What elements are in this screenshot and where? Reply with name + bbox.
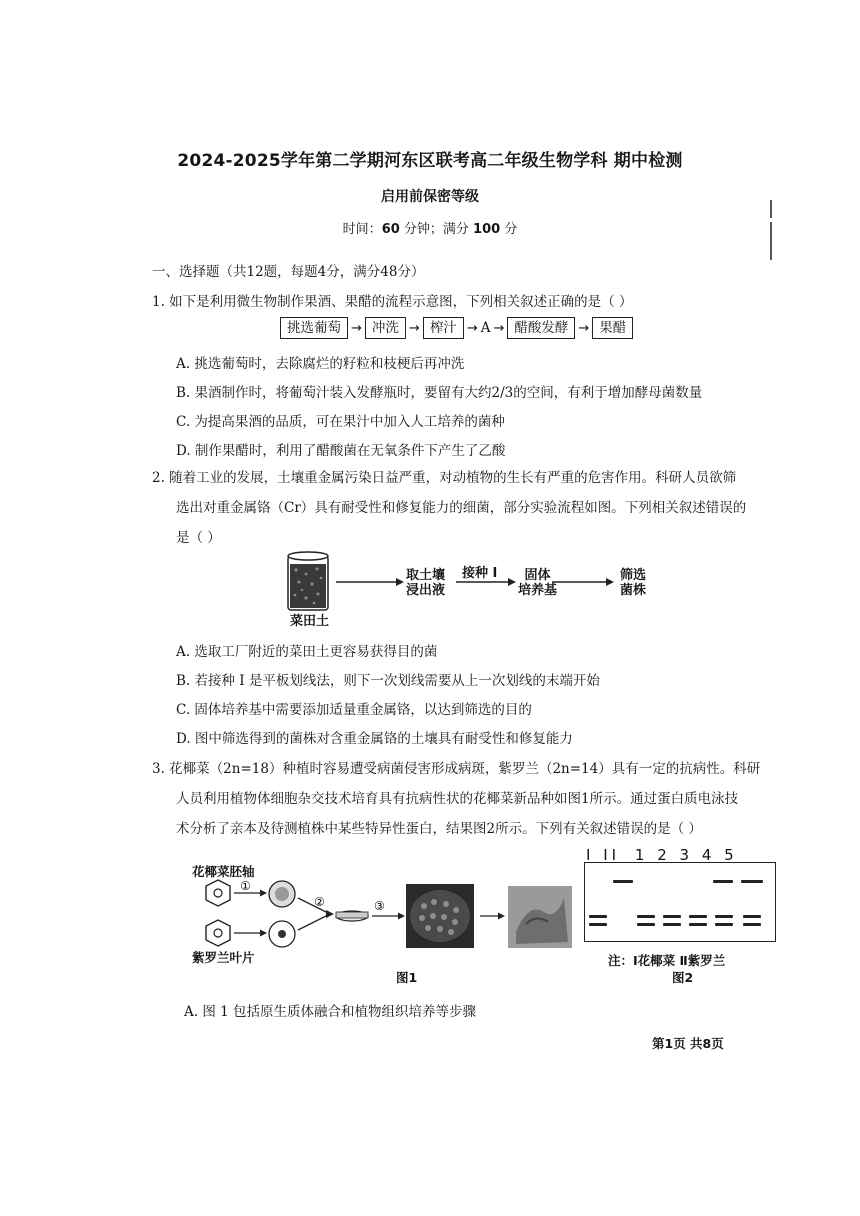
cauliflower-label: 花椰菜胚轴 bbox=[192, 864, 255, 879]
gel-band bbox=[637, 923, 655, 926]
margin-mark bbox=[770, 222, 772, 260]
figure-2-caption: 图2 bbox=[672, 970, 694, 985]
lane-label: 1 bbox=[634, 846, 649, 864]
question-2-option-d: D. 图中筛选得到的菌株对含重金属铬的土壤具有耐受性和修复能力 bbox=[176, 731, 573, 747]
gel-band bbox=[589, 923, 607, 926]
question-3-stem: 人员利用植物体细胞杂交技术培育具有抗病性状的花椰菜新品种如图1所示。通过蛋白质电泳技 bbox=[176, 791, 739, 807]
gel-band bbox=[613, 880, 633, 883]
exam-subtitle: 启用前保密等级 bbox=[381, 189, 479, 205]
question-1-stem: 1. 如下是利用微生物制作果酒、果醋的流程示意图，下列相关叙述正确的是（ ） bbox=[152, 294, 633, 310]
question-2-option-c: C. 固体培养基中需要添加适量重金属铬，以达到筛选的目的 bbox=[176, 702, 532, 718]
soil-label: 菜田土 bbox=[290, 614, 330, 629]
step-2-marker: ② bbox=[314, 895, 325, 909]
gel-band bbox=[589, 915, 607, 918]
arrow-icon: → bbox=[466, 320, 478, 336]
flow-step: 挑选葡萄 bbox=[280, 317, 348, 339]
page-footer: 第1页 共8页 bbox=[652, 1036, 724, 1051]
gel-band bbox=[689, 915, 707, 918]
step-extract-line: 浸出液 bbox=[406, 583, 446, 598]
step-medium-line: 培养基 bbox=[518, 583, 558, 598]
gel-band bbox=[715, 923, 733, 926]
step-extract-label bbox=[406, 568, 445, 598]
question-2-stem: 2. 随着工业的发展，土壤重金属污染日益严重，对动植物的生长有严重的危害作用。科研人员欲筛 bbox=[152, 470, 737, 486]
step-medium-line: 固体 bbox=[524, 568, 551, 583]
lane-label: 5 bbox=[724, 846, 738, 864]
question-2-stem: 选出对重金属铬（Cr）具有耐受性和修复能力的细菌，部分实验流程如图。下列相关叙述错误的 bbox=[176, 500, 747, 516]
step-extract-line: 取土壤 bbox=[406, 568, 446, 583]
gel-band bbox=[637, 915, 655, 918]
figure-2-note: 注：Ⅰ花椰菜 Ⅱ紫罗兰 bbox=[608, 953, 726, 968]
gel-band bbox=[713, 880, 733, 883]
gel-band bbox=[663, 923, 681, 926]
flow-step: 榨汁 bbox=[423, 317, 464, 339]
step-screen-line: 菌株 bbox=[620, 583, 647, 598]
figure-1-caption: 图1 bbox=[396, 970, 418, 985]
gel-band bbox=[741, 880, 763, 883]
gel-band bbox=[743, 923, 761, 926]
full-score: 100 bbox=[473, 222, 501, 237]
step-screen-line: 筛选 bbox=[620, 568, 647, 583]
lane-label: 4 bbox=[701, 846, 716, 864]
lane-label: 2 bbox=[657, 846, 671, 864]
question-1-flowchart bbox=[280, 316, 633, 340]
step-3-marker: ③ bbox=[374, 899, 385, 913]
step-medium-label bbox=[518, 568, 557, 598]
inoculate-label: 接种 I bbox=[462, 566, 498, 581]
lane-label: I bbox=[586, 846, 595, 864]
gel-band bbox=[689, 923, 707, 926]
exam-title: 2024-2025学年第二学期河东区联考高二年级生物学科 期中检测 bbox=[177, 151, 683, 171]
question-1-option-a: A. 挑选葡萄时，去除腐烂的籽粒和枝梗后再冲洗 bbox=[176, 356, 465, 372]
margin-mark bbox=[770, 200, 772, 218]
arrow-icon: → bbox=[408, 320, 420, 336]
time-mid: 分钟；满分 bbox=[399, 222, 474, 237]
question-2-stem: 是（ ） bbox=[176, 530, 221, 546]
question-3-stem: 术分析了亲本及待测植株中某些特异性蛋白，结果图2所示。下列有关叙述错误的是（ ） bbox=[176, 821, 702, 837]
step-screen-label bbox=[620, 568, 646, 598]
question-1-option-c: C. 为提高果酒的品质，可在果汁中加入人工培养的菌种 bbox=[176, 414, 505, 430]
time-suffix: 分 bbox=[500, 222, 518, 237]
lane-label: II bbox=[603, 846, 621, 864]
arrow-icon: → bbox=[493, 320, 505, 336]
flow-step: 冲洗 bbox=[365, 317, 406, 339]
question-1-option-d: D. 制作果醋时，利用了醋酸菌在无氧条件下产生了乙酸 bbox=[176, 443, 506, 459]
gel-band bbox=[715, 915, 733, 918]
flow-step: A bbox=[480, 320, 491, 336]
fusion-diagram bbox=[176, 872, 586, 992]
question-3-stem: 3. 花椰菜（2n=18）种植时容易遭受病菌侵害形成病斑，紫罗兰（2n=14）具有一定的抗病性。科研 bbox=[152, 761, 761, 777]
question-3-option-a: A. 图 1 包括原生质体融合和植物组织培养等步骤 bbox=[184, 1004, 477, 1020]
arrow-icon: → bbox=[351, 320, 362, 336]
violet-label: 紫罗兰叶片 bbox=[192, 950, 255, 965]
flow-step: 果醋 bbox=[592, 317, 633, 339]
question-1-option-b: B. 果酒制作时，将葡萄汁装入发酵瓶时，要留有大约2/3的空间，有利于增加酵母菌数量 bbox=[176, 385, 703, 401]
section-heading: 一、选择题（共12题，每题4分，满分48分） bbox=[152, 264, 425, 280]
gel-band bbox=[663, 915, 681, 918]
question-2-option-a: A. 选取工厂附近的菜田土更容易获得目的菌 bbox=[176, 644, 438, 660]
question-2-diagram bbox=[284, 548, 684, 638]
time-prefix: 时间： bbox=[342, 222, 382, 237]
question-2-option-b: B. 若接种 I 是平板划线法，则下一次划线需要从上一次划线的末端开始 bbox=[176, 673, 600, 689]
gel-electrophoresis-box bbox=[584, 862, 776, 942]
lane-label: 3 bbox=[679, 846, 694, 864]
flow-step: 醋酸发酵 bbox=[507, 317, 575, 339]
gel-band bbox=[743, 915, 761, 918]
arrow-icon: → bbox=[578, 320, 590, 336]
step-1-marker: ① bbox=[240, 879, 251, 893]
exam-time-info bbox=[0, 218, 860, 237]
time-minutes: 60 bbox=[381, 222, 400, 237]
